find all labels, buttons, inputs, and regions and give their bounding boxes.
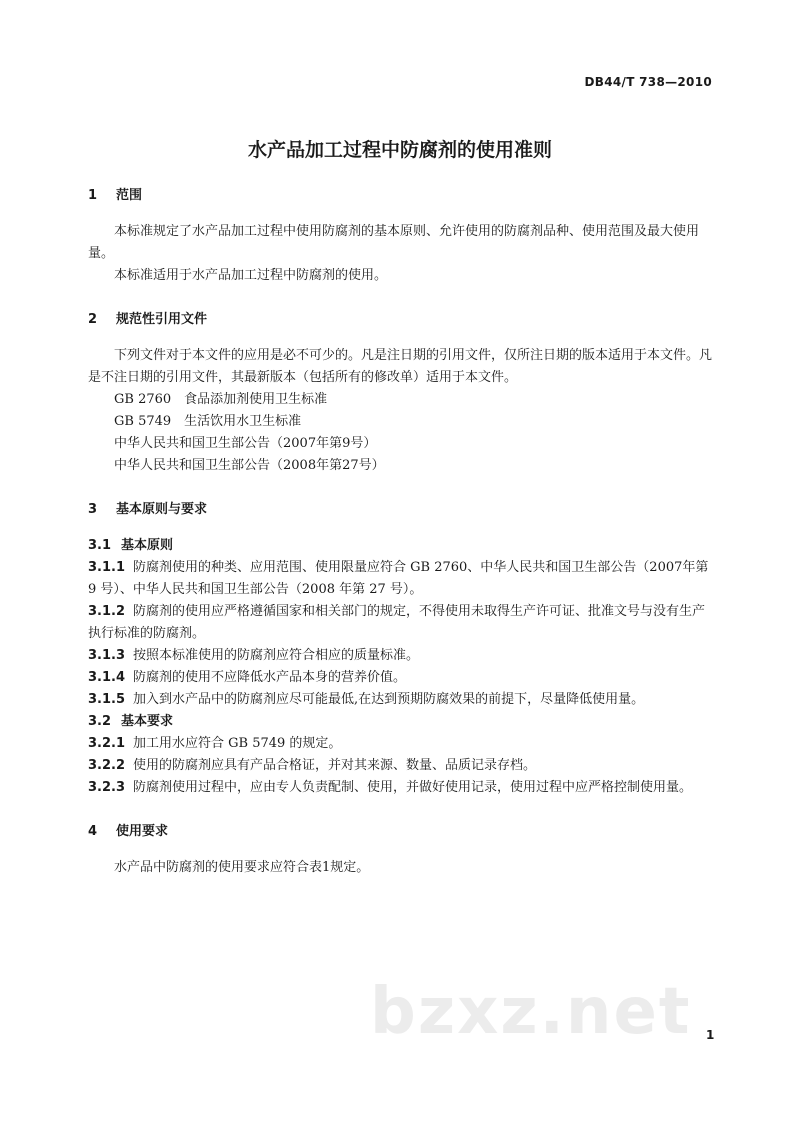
clause-number: 3.1.2	[88, 604, 126, 619]
clause-number: 3.2.1	[88, 736, 126, 751]
reference-item: GB 5749 生活饮用水卫生标准	[114, 414, 302, 429]
subsection-title: 基本要求	[121, 714, 174, 729]
subsection-title: 基本原则	[121, 538, 174, 553]
clause	[88, 601, 716, 645]
clause-number: 3.1.3	[88, 648, 126, 663]
subsection-heading	[88, 535, 716, 557]
section-number: 1	[88, 188, 98, 203]
clause	[88, 557, 716, 601]
clause-text: 防腐剂使用的种类、应用范围、使用限量应符合 GB 2760、中华人民共和国卫生部公告（2007年第 9 号）、中华人民共和国卫生部公告（2008 年第 27 号）。	[88, 560, 709, 597]
paragraph: 水产品中防腐剂的使用要求应符合表1规定。	[114, 860, 370, 875]
standard-code: DB44/T 738—2010	[584, 75, 712, 89]
reference-item: 中华人民共和国卫生部公告（2008年第27号）	[114, 458, 385, 473]
section-heading-scope	[88, 185, 716, 207]
section-title: 使用要求	[116, 824, 169, 839]
paragraph: 本标准适用于水产品加工过程中防腐剂的使用。	[114, 268, 388, 283]
section-title: 基本原则与要求	[116, 502, 208, 517]
clause-number: 3.1.5	[88, 692, 126, 707]
paragraph: 本标准规定了水产品加工过程中使用防腐剂的基本原则、允许使用的防腐剂品种、使用范围及最大使用量。	[88, 224, 700, 261]
section-number: 4	[88, 824, 98, 839]
clause	[88, 645, 716, 667]
clause	[88, 667, 716, 689]
clause	[88, 777, 716, 799]
subsection-number: 3.2	[88, 714, 112, 729]
clause-text: 按照本标准使用的防腐剂应符合相应的质量标准。	[133, 648, 420, 663]
section-title: 规范性引用文件	[116, 312, 208, 327]
clause-text: 防腐剂的使用应严格遵循国家和相关部门的规定，不得使用未取得生产许可证、批准文号与没有生产执行标准的防腐剂。	[88, 604, 706, 641]
reference-item: 中华人民共和国卫生部公告（2007年第9号）	[114, 436, 377, 451]
clause-number: 3.1.4	[88, 670, 126, 685]
watermark: bzxz.net	[370, 975, 692, 1049]
clause	[88, 733, 716, 755]
clause-number: 3.1.1	[88, 560, 126, 575]
clause-number: 3.2.3	[88, 780, 126, 795]
clause	[88, 755, 716, 777]
clause-text: 加入到水产品中的防腐剂应尽可能最低,在达到预期防腐效果的前提下，尽量降低使用量。	[133, 692, 645, 707]
clause-text: 加工用水应符合 GB 5749 的规定。	[133, 736, 342, 751]
subsection-heading	[88, 711, 716, 733]
section-heading-usage-requirements	[88, 821, 716, 843]
section-number: 2	[88, 312, 98, 327]
subsection-number: 3.1	[88, 538, 112, 553]
paragraph: 下列文件对于本文件的应用是必不可少的。凡是注日期的引用文件，仅所注日期的版本适用于本文件。凡是不注日期的引用文件，其最新版本（包括所有的修改单）适用于本文件。	[88, 348, 713, 385]
section-number: 3	[88, 502, 98, 517]
document-title: 水产品加工过程中防腐剂的使用准则	[247, 139, 552, 161]
section-heading-principles	[88, 499, 716, 521]
clause-text: 防腐剂的使用不应降低水产品本身的营养价值。	[133, 670, 407, 685]
clause	[88, 689, 716, 711]
clause-number: 3.2.2	[88, 758, 126, 773]
section-title: 范围	[116, 188, 143, 203]
clause-text: 使用的防腐剂应具有产品合格证，并对其来源、数量、品质记录存档。	[133, 758, 537, 773]
clause-text: 防腐剂使用过程中，应由专人负责配制、使用，并做好使用记录，使用过程中应严格控制使用量。	[133, 780, 693, 795]
section-heading-normative-references	[88, 309, 716, 331]
document-body	[88, 185, 716, 879]
reference-item: GB 2760 食品添加剂使用卫生标准	[114, 392, 328, 407]
page-number: 1	[706, 1028, 715, 1042]
